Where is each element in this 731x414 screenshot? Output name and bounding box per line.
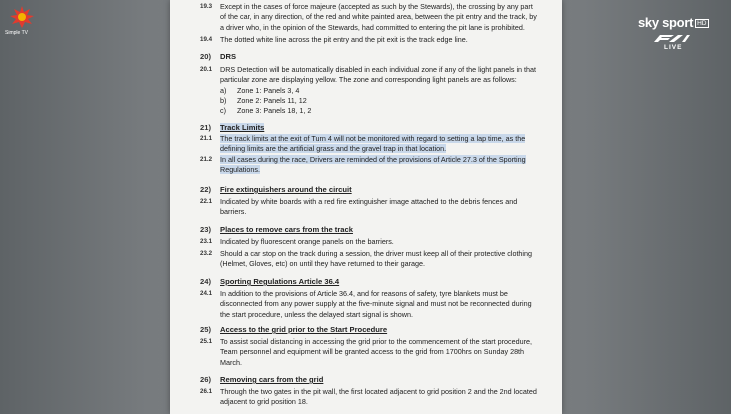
clause-line: Through the two gates in the pit wall, the first located adjacent to grid position 2 and the 2nd located — [220, 387, 537, 396]
clause-line: of the car, in any direction, of the red and white painted area, between the pit entry and the track, by — [220, 12, 537, 22]
section-title: Track Limits — [220, 123, 265, 132]
clause-number: 20.1 — [200, 66, 213, 73]
clause-line: DRS Detection will be automatically disabled in each individual zone if any of the light panels in that — [220, 65, 537, 74]
clause-line: In addition to the provisions of Article 36.4, and for reasons of safety, tyre blankets must be — [220, 289, 508, 298]
clause-line: particular zone are displaying yellow. The zone and corresponding light panels are as follows: — [220, 75, 517, 85]
clause-number: 19.3 — [200, 3, 213, 10]
clause-number: 21.2 — [200, 156, 213, 163]
clause-number: 25.1 — [200, 338, 213, 345]
clause-line: Team personnel and equipment will be granted access to the grid from 1700hrs on Sunday 28th — [220, 347, 525, 357]
section-title: DRS — [220, 52, 237, 61]
section-title: Sporting Regulations Article 36.4 — [220, 277, 340, 286]
list-text: Zone 1: Panels 3, 4 — [237, 86, 300, 95]
clause-line: Indicated by fluorescent orange panels on the barriers. — [220, 237, 394, 246]
clause-number: 23.2 — [200, 250, 213, 257]
document-page — [170, 0, 562, 414]
clause-line-highlighted: Regulations. — [220, 165, 260, 175]
channel-logo-text: Simple TV — [5, 30, 28, 36]
broadcaster-logo — [638, 14, 709, 32]
clause-line: adjacent to grid position 18. — [220, 397, 308, 407]
clause-line: Except in the cases of force majeure (accepted as such by the Stewards), the crossing by any part — [220, 2, 533, 11]
clause-line: To assist social distancing in accessing the grid prior to the commencement of the start procedure, — [220, 337, 533, 346]
section-number: 20) — [200, 52, 211, 61]
section-number: 22) — [200, 185, 211, 194]
list-marker: c) — [220, 106, 226, 115]
broadcaster-name: sky sport — [638, 15, 694, 30]
section-title: Fire extinguishers around the circuit — [220, 185, 352, 194]
clause-line: Indicated by white boards with a red fire extinguisher image attached to the debris fences and — [220, 197, 518, 206]
list-text: Zone 3: Panels 18, 1, 2 — [237, 106, 312, 115]
clause-line: The dotted white line across the pit entry and the pit exit is the track edge line. — [220, 35, 468, 44]
list-text: Zone 2: Panels 11, 12 — [237, 96, 307, 105]
clause-number: 24.1 — [200, 290, 213, 297]
clause-number: 22.1 — [200, 198, 213, 205]
clause-line: (Helmet, Gloves, etc) on until they have returned to their garage. — [220, 259, 425, 269]
channel-logo-icon — [4, 4, 40, 30]
section-number: 21) — [200, 123, 211, 132]
section-title: Access to the grid prior to the Start Procedure — [220, 325, 388, 334]
clause-line: disconnected from any power supply at the five-minute signal and must not be reconnected during — [220, 299, 532, 309]
clause-line: barriers. — [220, 207, 247, 217]
section-title: Places to remove cars from the track — [220, 225, 353, 234]
clause-line-highlighted: In all cases during the race, Drivers are reminded of the provisions of Article 27.3 of the Sporting — [220, 155, 526, 164]
clause-line: a driver who, in the opinion of the Stewards, had committed to entering the pit lane is prohibited. — [220, 22, 525, 32]
clause-line: the start procedure, unless the delayed start signal is shown. — [220, 309, 413, 319]
clause-line-highlighted: The track limits at the exit of Turn 4 will not be monitored with regard to setting a lap time, as the — [220, 134, 526, 143]
section-number: 23) — [200, 225, 211, 234]
live-indicator: LIVE — [664, 44, 683, 51]
clause-line-highlighted: defining limits are the artificial grass and the gravel trap in that location. — [220, 144, 447, 154]
f1-logo-icon — [652, 33, 696, 43]
hd-badge: HD — [697, 20, 707, 27]
clause-number: 23.1 — [200, 238, 213, 245]
clause-number: 19.4 — [200, 36, 213, 43]
clause-line: Should a car stop on the track during a session, the driver must keep all of their protective clothing — [220, 249, 533, 258]
clause-number: 26.1 — [200, 388, 213, 395]
list-marker: a) — [220, 86, 227, 95]
section-number: 25) — [200, 325, 211, 334]
section-title: Removing cars from the grid — [220, 375, 324, 384]
section-number: 26) — [200, 375, 211, 384]
clause-line: March. — [220, 357, 242, 367]
clause-number: 21.1 — [200, 135, 213, 142]
section-number: 24) — [200, 277, 211, 286]
list-marker: b) — [220, 96, 227, 105]
